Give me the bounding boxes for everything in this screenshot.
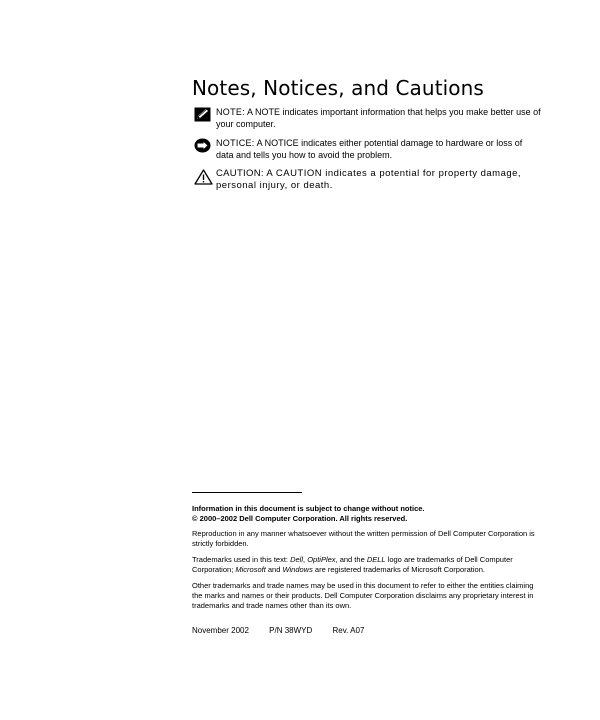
microsoft-mark: Microsoft [235,565,266,574]
change-notice [192,504,542,524]
notice-label: NOTICE: [216,138,255,148]
notice-text [216,137,542,161]
page-title: Notes, Notices, and Cautions [192,76,484,100]
trademark-statement: Trademarks used in this text: Dell, OptiPlex, and the DELL logo are trademarks of Dell Computer Corporation; Microsoft and Windows are registered trademarks of Microsoft Corporation. [192,555,513,574]
notice-body: A NOTICE indicates either potential damage to hardware or loss of data and tells you how to avoid the problem. [216,138,523,160]
reproduction-statement: Reproduction in any manner whatsoever without the written permission of Dell Computer Corporation is strictly forbidden. [192,529,535,548]
note-body: A NOTE indicates important information that helps you make better use of your computer. [216,107,541,129]
pencil-note-icon [194,107,211,123]
change-notice-line: Information in this document is subject to change without notice. [192,504,425,513]
copyright-line: © 2000–2002 Dell Computer Corporation. All rights reserved. [192,514,408,523]
caution-text [216,168,542,192]
note-entry [192,106,542,130]
legal-footer [192,504,542,617]
footer-divider [192,492,302,493]
note-label: NOTE: [216,107,246,117]
note-text [216,106,542,130]
publication-date: November 2002 [192,626,249,635]
notice-entry [192,137,542,161]
caution-label: CAUTION: [216,168,264,179]
part-number: P/N 38WYD [269,626,313,635]
dell-mark: Dell [290,555,304,564]
hand-notice-icon [194,138,211,154]
dell-logo-mark: DELL [366,555,386,564]
caution-entry [192,168,542,192]
other-trademarks-statement: Other trademarks and trade names may be used in this document to refer to either the entities claiming the marks and names or their products. Dell Computer Corporation disclaims any proprietary interest in trademarks and trade names other than its own. [192,581,534,610]
caution-body: A CAUTION indicates a potential for property damage, personal injury, or death. [216,168,522,191]
warning-triangle-icon [194,169,211,185]
optiplex-mark: OptiPlex [307,555,336,564]
revision: Rev. A07 [332,626,365,635]
windows-mark: Windows [282,565,313,574]
publication-info [192,626,382,635]
